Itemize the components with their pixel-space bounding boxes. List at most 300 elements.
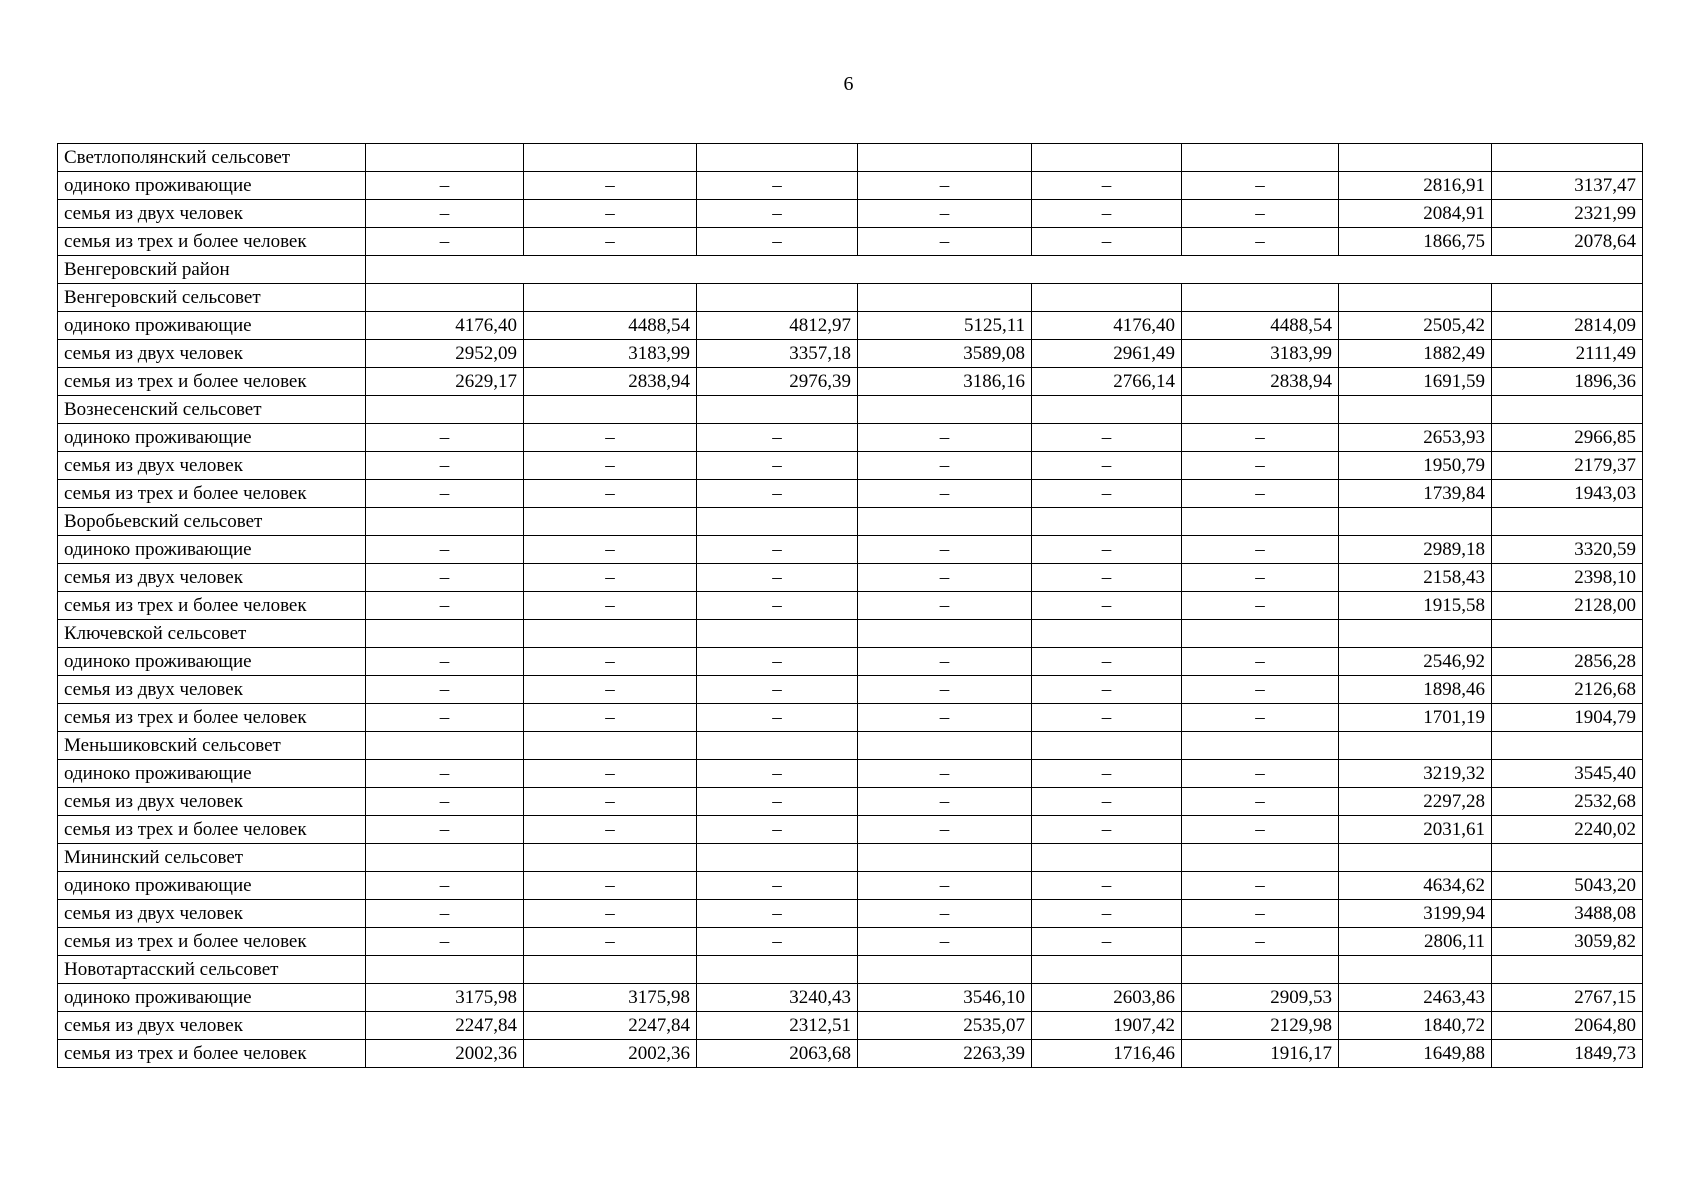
value-cell: – <box>524 788 697 816</box>
table-row <box>58 368 1643 396</box>
value-cell: – <box>1032 172 1182 200</box>
value-cell: 2976,39 <box>697 368 858 396</box>
empty-cell <box>1339 844 1492 872</box>
row-label: семья из трех и более человек <box>58 368 366 396</box>
value-cell: – <box>858 648 1032 676</box>
value-cell: – <box>366 816 524 844</box>
value-cell: – <box>524 592 697 620</box>
value-cell: 4812,97 <box>697 312 858 340</box>
value-cell: 2966,85 <box>1492 424 1643 452</box>
value-cell: 2084,91 <box>1339 200 1492 228</box>
table-row <box>58 816 1643 844</box>
empty-cell <box>366 396 524 424</box>
value-cell: – <box>858 480 1032 508</box>
empty-cell <box>697 284 858 312</box>
value-cell: 1907,42 <box>1032 1012 1182 1040</box>
settlement-name: Воробьевский сельсовет <box>58 508 366 536</box>
value-cell: 1866,75 <box>1339 228 1492 256</box>
row-label: семья из двух человек <box>58 1012 366 1040</box>
value-cell: – <box>858 816 1032 844</box>
value-cell: 3175,98 <box>366 984 524 1012</box>
value-cell: – <box>366 676 524 704</box>
value-cell: – <box>1032 872 1182 900</box>
value-cell: 1840,72 <box>1339 1012 1492 1040</box>
row-label: одиноко проживающие <box>58 172 366 200</box>
empty-cell <box>858 844 1032 872</box>
tariff-table <box>57 143 1643 1068</box>
value-cell: – <box>858 564 1032 592</box>
value-cell: 3137,47 <box>1492 172 1643 200</box>
settlement-name: Меньшиковский сельсовет <box>58 732 366 760</box>
table-row <box>58 1040 1643 1068</box>
value-cell: – <box>1182 760 1339 788</box>
value-cell: – <box>524 816 697 844</box>
value-cell: – <box>858 704 1032 732</box>
row-label: одиноко проживающие <box>58 760 366 788</box>
value-cell: 1915,58 <box>1339 592 1492 620</box>
value-cell: 2806,11 <box>1339 928 1492 956</box>
row-label: семья из трех и более человек <box>58 1040 366 1068</box>
value-cell: – <box>366 592 524 620</box>
value-cell: – <box>697 760 858 788</box>
row-label: одиноко проживающие <box>58 984 366 1012</box>
empty-cell <box>524 284 697 312</box>
value-cell: 2240,02 <box>1492 816 1643 844</box>
settlement-header-row <box>58 144 1643 172</box>
value-cell: – <box>697 424 858 452</box>
value-cell: 2031,61 <box>1339 816 1492 844</box>
value-cell: – <box>858 872 1032 900</box>
empty-cell <box>1492 508 1643 536</box>
value-cell: – <box>697 900 858 928</box>
empty-cell <box>366 732 524 760</box>
table-row <box>58 704 1643 732</box>
row-label: семья из двух человек <box>58 788 366 816</box>
empty-cell <box>366 956 524 984</box>
value-cell: 3488,08 <box>1492 900 1643 928</box>
value-cell: – <box>366 564 524 592</box>
empty-cell <box>1032 508 1182 536</box>
settlement-name: Венгеровский сельсовет <box>58 284 366 312</box>
value-cell: 1739,84 <box>1339 480 1492 508</box>
empty-cell <box>1032 396 1182 424</box>
settlement-name: Новотартасский сельсовет <box>58 956 366 984</box>
table-row <box>58 788 1643 816</box>
value-cell: 1950,79 <box>1339 452 1492 480</box>
value-cell: 3357,18 <box>697 340 858 368</box>
value-cell: – <box>1032 592 1182 620</box>
value-cell: – <box>1032 816 1182 844</box>
value-cell: 2603,86 <box>1032 984 1182 1012</box>
row-label: семья из двух человек <box>58 564 366 592</box>
value-cell: 1943,03 <box>1492 480 1643 508</box>
row-label: семья из двух человек <box>58 900 366 928</box>
value-cell: – <box>366 172 524 200</box>
value-cell: – <box>366 424 524 452</box>
value-cell: 2816,91 <box>1339 172 1492 200</box>
value-cell: – <box>1032 480 1182 508</box>
empty-cell <box>1339 620 1492 648</box>
value-cell: 2546,92 <box>1339 648 1492 676</box>
empty-cell <box>524 396 697 424</box>
value-cell: 2532,68 <box>1492 788 1643 816</box>
value-cell: – <box>366 928 524 956</box>
value-cell: – <box>858 760 1032 788</box>
empty-cell <box>1032 284 1182 312</box>
empty-cell <box>1339 396 1492 424</box>
value-cell: – <box>1182 536 1339 564</box>
value-cell: 3186,16 <box>858 368 1032 396</box>
value-cell: 2247,84 <box>524 1012 697 1040</box>
empty-cell <box>1182 508 1339 536</box>
value-cell: – <box>858 900 1032 928</box>
table-row <box>58 172 1643 200</box>
table-row <box>58 592 1643 620</box>
empty-cell <box>1032 844 1182 872</box>
page-number: 6 <box>843 73 854 95</box>
value-cell: – <box>697 564 858 592</box>
empty-cell <box>1032 620 1182 648</box>
value-cell: – <box>858 788 1032 816</box>
empty-cell <box>1182 844 1339 872</box>
empty-cell <box>858 396 1032 424</box>
value-cell: – <box>1182 872 1339 900</box>
empty-cell <box>858 620 1032 648</box>
value-cell: – <box>1032 704 1182 732</box>
value-cell: – <box>1032 536 1182 564</box>
empty-cell <box>524 732 697 760</box>
value-cell: – <box>697 536 858 564</box>
value-cell: – <box>366 536 524 564</box>
settlement-name: Мининский сельсовет <box>58 844 366 872</box>
value-cell: – <box>366 872 524 900</box>
empty-cell <box>697 144 858 172</box>
table-row <box>58 480 1643 508</box>
value-cell: 4488,54 <box>524 312 697 340</box>
settlement-name: Ключевской сельсовет <box>58 620 366 648</box>
empty-cell <box>1032 144 1182 172</box>
empty-cell <box>1182 284 1339 312</box>
value-cell: – <box>524 648 697 676</box>
value-cell: – <box>1182 928 1339 956</box>
value-cell: – <box>524 760 697 788</box>
empty-cell <box>1032 956 1182 984</box>
table-row <box>58 312 1643 340</box>
empty-cell <box>1339 956 1492 984</box>
value-cell: – <box>1032 452 1182 480</box>
value-cell: – <box>524 928 697 956</box>
value-cell: – <box>524 480 697 508</box>
table-row <box>58 648 1643 676</box>
settlement-header-row <box>58 284 1643 312</box>
value-cell: – <box>524 900 697 928</box>
value-cell: 2653,93 <box>1339 424 1492 452</box>
value-cell: 3059,82 <box>1492 928 1643 956</box>
value-cell: – <box>1032 200 1182 228</box>
value-cell: – <box>524 704 697 732</box>
row-label: одиноко проживающие <box>58 536 366 564</box>
empty-cell <box>1492 396 1643 424</box>
value-cell: – <box>1182 788 1339 816</box>
value-cell: – <box>858 228 1032 256</box>
value-cell: – <box>697 172 858 200</box>
value-cell: – <box>1182 704 1339 732</box>
settlement-name: Вознесенский сельсовет <box>58 396 366 424</box>
value-cell: – <box>1032 424 1182 452</box>
value-cell: 2063,68 <box>697 1040 858 1068</box>
value-cell: 3240,43 <box>697 984 858 1012</box>
value-cell: 2989,18 <box>1339 536 1492 564</box>
value-cell: 2158,43 <box>1339 564 1492 592</box>
empty-cell <box>697 620 858 648</box>
value-cell: 2856,28 <box>1492 648 1643 676</box>
value-cell: 2766,14 <box>1032 368 1182 396</box>
value-cell: – <box>697 676 858 704</box>
table-row <box>58 228 1643 256</box>
empty-cell <box>1492 956 1643 984</box>
settlement-header-row <box>58 732 1643 760</box>
value-cell: – <box>1182 480 1339 508</box>
empty-cell <box>1339 732 1492 760</box>
value-cell: – <box>1182 648 1339 676</box>
value-cell: – <box>858 200 1032 228</box>
row-label: одиноко проживающие <box>58 648 366 676</box>
empty-cell <box>1339 144 1492 172</box>
value-cell: – <box>366 648 524 676</box>
value-cell: 5043,20 <box>1492 872 1643 900</box>
value-cell: – <box>697 872 858 900</box>
value-cell: 2767,15 <box>1492 984 1643 1012</box>
value-cell: 2002,36 <box>524 1040 697 1068</box>
table-row <box>58 676 1643 704</box>
value-cell: 1849,73 <box>1492 1040 1643 1068</box>
empty-cell <box>858 508 1032 536</box>
value-cell: 5125,11 <box>858 312 1032 340</box>
row-label: семья из двух человек <box>58 676 366 704</box>
value-cell: – <box>524 536 697 564</box>
empty-cell <box>697 508 858 536</box>
value-cell: 2078,64 <box>1492 228 1643 256</box>
value-cell: – <box>366 200 524 228</box>
row-label: семья из двух человек <box>58 452 366 480</box>
table-row <box>58 900 1643 928</box>
value-cell: – <box>1032 676 1182 704</box>
district-header-row <box>58 256 1643 284</box>
value-cell: 3589,08 <box>858 340 1032 368</box>
table-row <box>58 424 1643 452</box>
table-row <box>58 564 1643 592</box>
settlement-header-row <box>58 844 1643 872</box>
value-cell: 2909,53 <box>1182 984 1339 1012</box>
empty-cell <box>697 844 858 872</box>
empty-cell <box>1182 732 1339 760</box>
empty-cell <box>524 620 697 648</box>
value-cell: 4176,40 <box>366 312 524 340</box>
value-cell: – <box>697 592 858 620</box>
value-cell: 2629,17 <box>366 368 524 396</box>
value-cell: 2297,28 <box>1339 788 1492 816</box>
row-label: семья из трех и более человек <box>58 928 366 956</box>
value-cell: – <box>1032 648 1182 676</box>
value-cell: – <box>697 788 858 816</box>
empty-cell <box>858 144 1032 172</box>
value-cell: – <box>1182 900 1339 928</box>
value-cell: – <box>1182 592 1339 620</box>
value-cell: 2312,51 <box>697 1012 858 1040</box>
value-cell: 2952,09 <box>366 340 524 368</box>
value-cell: 3546,10 <box>858 984 1032 1012</box>
value-cell: – <box>524 564 697 592</box>
empty-cell <box>1492 284 1643 312</box>
value-cell: 2002,36 <box>366 1040 524 1068</box>
value-cell: – <box>524 424 697 452</box>
value-cell: 2247,84 <box>366 1012 524 1040</box>
row-label: семья из двух человек <box>58 340 366 368</box>
value-cell: 1701,19 <box>1339 704 1492 732</box>
row-label: семья из трех и более человек <box>58 480 366 508</box>
value-cell: 1716,46 <box>1032 1040 1182 1068</box>
value-cell: – <box>366 760 524 788</box>
value-cell: 2463,43 <box>1339 984 1492 1012</box>
empty-cell <box>697 396 858 424</box>
value-cell: – <box>1182 452 1339 480</box>
empty-cell <box>1182 396 1339 424</box>
value-cell: 2398,10 <box>1492 564 1643 592</box>
value-cell: 2321,99 <box>1492 200 1643 228</box>
settlement-header-row <box>58 956 1643 984</box>
value-cell: – <box>1182 676 1339 704</box>
value-cell: – <box>858 452 1032 480</box>
value-cell: – <box>1032 788 1182 816</box>
value-cell: – <box>524 172 697 200</box>
value-cell: 2128,00 <box>1492 592 1643 620</box>
value-cell: – <box>858 424 1032 452</box>
settlement-header-row <box>58 508 1643 536</box>
row-label: одиноко проживающие <box>58 424 366 452</box>
empty-cell <box>697 956 858 984</box>
value-cell: – <box>1182 424 1339 452</box>
value-cell: 2838,94 <box>524 368 697 396</box>
empty-cell <box>697 732 858 760</box>
empty-cell <box>1339 508 1492 536</box>
table-row <box>58 872 1643 900</box>
row-label: одиноко проживающие <box>58 872 366 900</box>
value-cell: 2126,68 <box>1492 676 1643 704</box>
empty-cell <box>366 144 524 172</box>
table-row <box>58 536 1643 564</box>
value-cell: 3183,99 <box>1182 340 1339 368</box>
empty-cell <box>1492 732 1643 760</box>
row-label: семья из трех и более человек <box>58 816 366 844</box>
value-cell: 3320,59 <box>1492 536 1643 564</box>
empty-cell <box>524 956 697 984</box>
value-cell: – <box>1182 200 1339 228</box>
empty-cell <box>1492 620 1643 648</box>
value-cell: – <box>697 816 858 844</box>
value-cell: – <box>1182 564 1339 592</box>
value-cell: – <box>366 452 524 480</box>
row-label: семья из трех и более человек <box>58 704 366 732</box>
value-cell: – <box>366 228 524 256</box>
value-cell: 4176,40 <box>1032 312 1182 340</box>
empty-cell <box>524 508 697 536</box>
value-cell: – <box>1032 564 1182 592</box>
settlement-name: Светлополянский сельсовет <box>58 144 366 172</box>
value-cell: – <box>697 480 858 508</box>
value-cell: – <box>858 592 1032 620</box>
value-cell: 2111,49 <box>1492 340 1643 368</box>
empty-cell <box>1339 284 1492 312</box>
table-row <box>58 340 1643 368</box>
row-label: семья из трех и более человек <box>58 228 366 256</box>
value-cell: – <box>858 172 1032 200</box>
value-cell: 3175,98 <box>524 984 697 1012</box>
table-row <box>58 1012 1643 1040</box>
empty-cell <box>366 284 524 312</box>
value-cell: 4634,62 <box>1339 872 1492 900</box>
empty-cell <box>1182 956 1339 984</box>
value-cell: 1882,49 <box>1339 340 1492 368</box>
settlement-header-row <box>58 396 1643 424</box>
value-cell: 1896,36 <box>1492 368 1643 396</box>
value-cell: 2838,94 <box>1182 368 1339 396</box>
value-cell: 1691,59 <box>1339 368 1492 396</box>
table-row <box>58 452 1643 480</box>
value-cell: 2263,39 <box>858 1040 1032 1068</box>
value-cell: 2129,98 <box>1182 1012 1339 1040</box>
value-cell: 1916,17 <box>1182 1040 1339 1068</box>
value-cell: – <box>858 928 1032 956</box>
district-name: Венгеровский район <box>58 256 366 284</box>
value-cell: 3183,99 <box>524 340 697 368</box>
table-row <box>58 200 1643 228</box>
value-cell: – <box>524 452 697 480</box>
value-cell: – <box>366 704 524 732</box>
value-cell: 2179,37 <box>1492 452 1643 480</box>
value-cell: – <box>524 676 697 704</box>
value-cell: – <box>1032 228 1182 256</box>
value-cell: – <box>366 788 524 816</box>
value-cell: 2064,80 <box>1492 1012 1643 1040</box>
value-cell: 1649,88 <box>1339 1040 1492 1068</box>
table-row <box>58 928 1643 956</box>
empty-cell <box>858 956 1032 984</box>
value-cell: – <box>1032 928 1182 956</box>
empty-cell <box>1492 144 1643 172</box>
empty-cell <box>1182 144 1339 172</box>
row-label: семья из трех и более человек <box>58 592 366 620</box>
value-cell: 3219,32 <box>1339 760 1492 788</box>
value-cell: – <box>858 676 1032 704</box>
table-body <box>58 144 1643 1068</box>
value-cell: – <box>697 704 858 732</box>
empty-cell <box>858 284 1032 312</box>
empty-cell <box>366 844 524 872</box>
empty-cell <box>1032 732 1182 760</box>
value-cell: – <box>1032 760 1182 788</box>
value-cell: 2961,49 <box>1032 340 1182 368</box>
row-label: семья из двух человек <box>58 200 366 228</box>
settlement-header-row <box>58 620 1643 648</box>
empty-cell <box>366 508 524 536</box>
value-cell: – <box>524 872 697 900</box>
value-cell: – <box>1032 900 1182 928</box>
value-cell: – <box>697 200 858 228</box>
table-row <box>58 760 1643 788</box>
empty-cell <box>524 144 697 172</box>
value-cell: 3199,94 <box>1339 900 1492 928</box>
empty-cell <box>1182 620 1339 648</box>
